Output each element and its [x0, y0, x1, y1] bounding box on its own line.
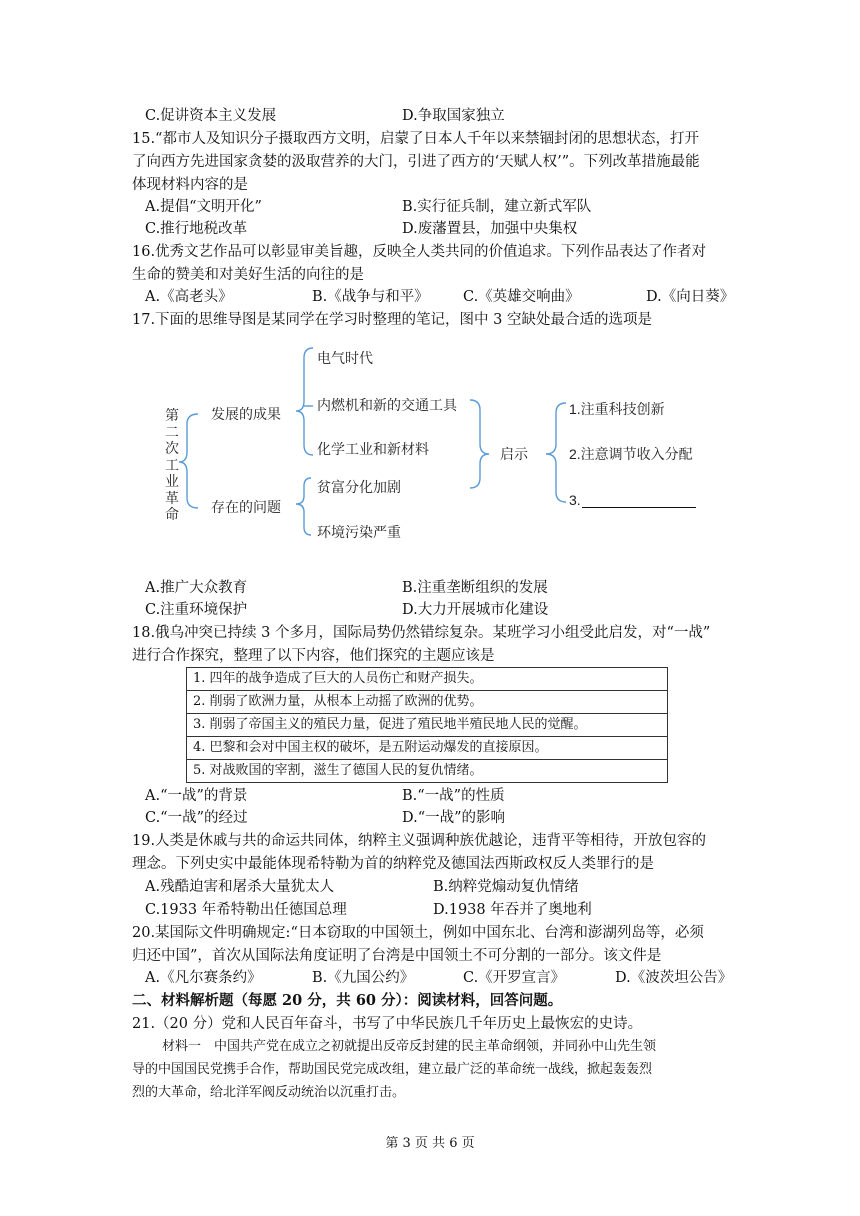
q20-option-c: C.《开罗宣言》 [463, 970, 566, 986]
q18-option-b: B.“一战”的性质 [402, 788, 505, 804]
table-row [187, 714, 668, 737]
q18-summary-table [186, 667, 668, 783]
mind-map-branch-problems: 存在的问题 [211, 500, 281, 516]
q15-stem-line-2: 了向西方先进国家贪婪的汲取营养的大门，引进了西方的‘天赋人权’”。下列改革措施最能 [132, 154, 700, 170]
q17-stem: 17.下面的思维导图是某同学在学习时整理的笔记，图中 3 空缺处最合适的选项是 [132, 312, 653, 328]
table-cell: 5. 对战败国的宰割，滋生了德国人民的复仇情绪。 [187, 760, 668, 783]
q21-material-line-2: 导的中国国民党携手合作，帮助国民党完成改组，建立最广泛的革命统一战线，掀起轰轰烈 [132, 1062, 653, 1077]
q20-stem-line-1: 20.某国际文件明确规定:“日本窃取的中国领土，例如中国东北、台湾和澎湖列岛等，必须 [132, 925, 704, 941]
q18-stem-line-1: 18.俄乌冲突已持续 3 个多月，国际局势仍然错综复杂。某班学习小组受此启发，对“一战” [132, 625, 711, 641]
q18-stem-line-2: 进行合作探究，整理了以下内容，他们探究的主题应该是 [132, 648, 495, 664]
q15-option-a: A.提倡“文明开化” [145, 199, 262, 215]
table-cell: 3. 削弱了帝国主义的殖民力量，促进了殖民地半殖民地人民的觉醒。 [187, 714, 668, 737]
q17-option-c: C.注重环境保护 [145, 602, 248, 618]
q19-stem-line-1: 19.人类是休戚与共的命运共同体，纳粹主义强调种族优越论，违背平等相待，开放包容的 [132, 833, 707, 849]
q21-material-line-1: 材料一 中国共产党在成立之初就提出反帝反封建的民主革命纲领，并同孙中山先生领 [162, 1039, 657, 1054]
q19-option-d: D.1938 年吞并了奥地利 [433, 902, 592, 918]
q16-option-c: C.《英雄交响曲》 [463, 289, 580, 305]
table-cell: 4. 巴黎和会对中国主权的破坏，是五附运动爆发的直接原因。 [187, 737, 668, 760]
q18-option-a: A.“一战”的背景 [145, 788, 248, 804]
q18-option-c: C.“一战”的经过 [145, 810, 248, 826]
q16-option-d: D.《向日葵》 [646, 289, 735, 305]
q20-option-a: A.《凡尔赛条约》 [145, 970, 262, 986]
mind-map-hint-2: 2.注意调节收入分配 [569, 446, 693, 462]
q15-option-d: D.废藩置县，加强中央集权 [402, 221, 578, 237]
q16-stem-line-1: 16.优秀文艺作品可以彰显审美旨趣，反映全人类共同的价值追求。下列作品表达了作者对 [132, 244, 707, 260]
q15-stem-line-3: 体现材料内容的是 [132, 177, 248, 193]
mind-map-root: 第二次工业革命 [165, 408, 179, 523]
q19-option-b: B.纳粹党煽动复仇情绪 [433, 879, 579, 895]
mind-map-leaf-wealth-gap: 贫富分化加剧 [317, 480, 401, 496]
q15-option-c: C.推行地税改革 [145, 221, 248, 237]
mind-map-leaf-engine: 内燃机和新的交通工具 [317, 398, 457, 414]
section-2-heading: 二、材料解析题（每愿 20 分，共 60 分）：阅读材料，回答问题。 [132, 992, 563, 1009]
mind-map-leaf-chemical: 化学工业和新材料 [317, 442, 429, 458]
table-cell: 2. 削弱了欧洲力量，从根本上动摇了欧洲的优势。 [187, 691, 668, 714]
page-footer: 第 3 页 共 6 页 [385, 1136, 475, 1151]
mind-map-blank-line [582, 507, 696, 508]
q15-stem-line-1: 15.“都市人及知识分子摄取西方文明，启蒙了日本人千年以来禁锢封闭的思想状态，打开 [132, 131, 699, 147]
q15-option-b: B.实行征兵制，建立新式军队 [402, 199, 592, 215]
q20-stem-line-2: 归还中国”，首次从国际法角度证明了台湾是中国领土不可分割的一部分。该文件是 [132, 948, 662, 964]
q20-option-b: B.《九国公约》 [312, 970, 415, 986]
q16-option-a: A.《高老头》 [145, 289, 233, 305]
q21-stem: 21.（20 分）党和人民百年奋斗，书写了中华民族几千年历史上最恢宏的史诗。 [132, 1016, 643, 1032]
table-row [187, 691, 668, 714]
q19-option-a: A.残酷迫害和屠杀大量犹太人 [145, 879, 335, 895]
table-row [187, 668, 668, 691]
q20-option-d: D.《波茨坦公告》 [615, 970, 733, 986]
q21-material-line-3: 烈的大革命，给北洋军阀反动统治以沉重打击。 [132, 1085, 406, 1100]
q17-option-a: A.推广大众教育 [145, 580, 248, 596]
q18-option-d: D.“一战”的影响 [402, 810, 506, 826]
q16-option-b: B.《战争与和平》 [312, 289, 429, 305]
q17-option-b: B.注重垄断组织的发展 [402, 580, 548, 596]
q14-option-c: C.促讲资本主义发展 [145, 108, 277, 124]
q17-option-d: D.大力开展城市化建设 [402, 602, 549, 618]
mind-map-leaf-electric-age: 电气时代 [317, 351, 373, 367]
table-row [187, 760, 668, 783]
mind-map-hint-3: 3. [569, 492, 581, 508]
table-row [187, 737, 668, 760]
mind-map-hint-label: 启示 [500, 447, 528, 463]
q19-stem-line-2: 理念。下列史实中最能体现希特勒为首的纳粹党及德国法西斯政权反人类罪行的是 [132, 856, 654, 872]
q16-stem-line-2: 生命的赞美和对美好生活的向往的是 [132, 267, 364, 283]
q14-option-d: D.争取国家独立 [402, 108, 505, 124]
mind-map-hint-1: 1.注重科技创新 [569, 401, 665, 417]
mind-map-leaf-pollution: 环境污染严重 [317, 525, 401, 541]
mind-map-branch-results: 发展的成果 [211, 407, 281, 423]
table-cell: 1. 四年的战争造成了巨大的人员伤亡和财产损失。 [187, 668, 668, 691]
q19-option-c: C.1933 年希特勒出任德国总理 [145, 902, 347, 918]
